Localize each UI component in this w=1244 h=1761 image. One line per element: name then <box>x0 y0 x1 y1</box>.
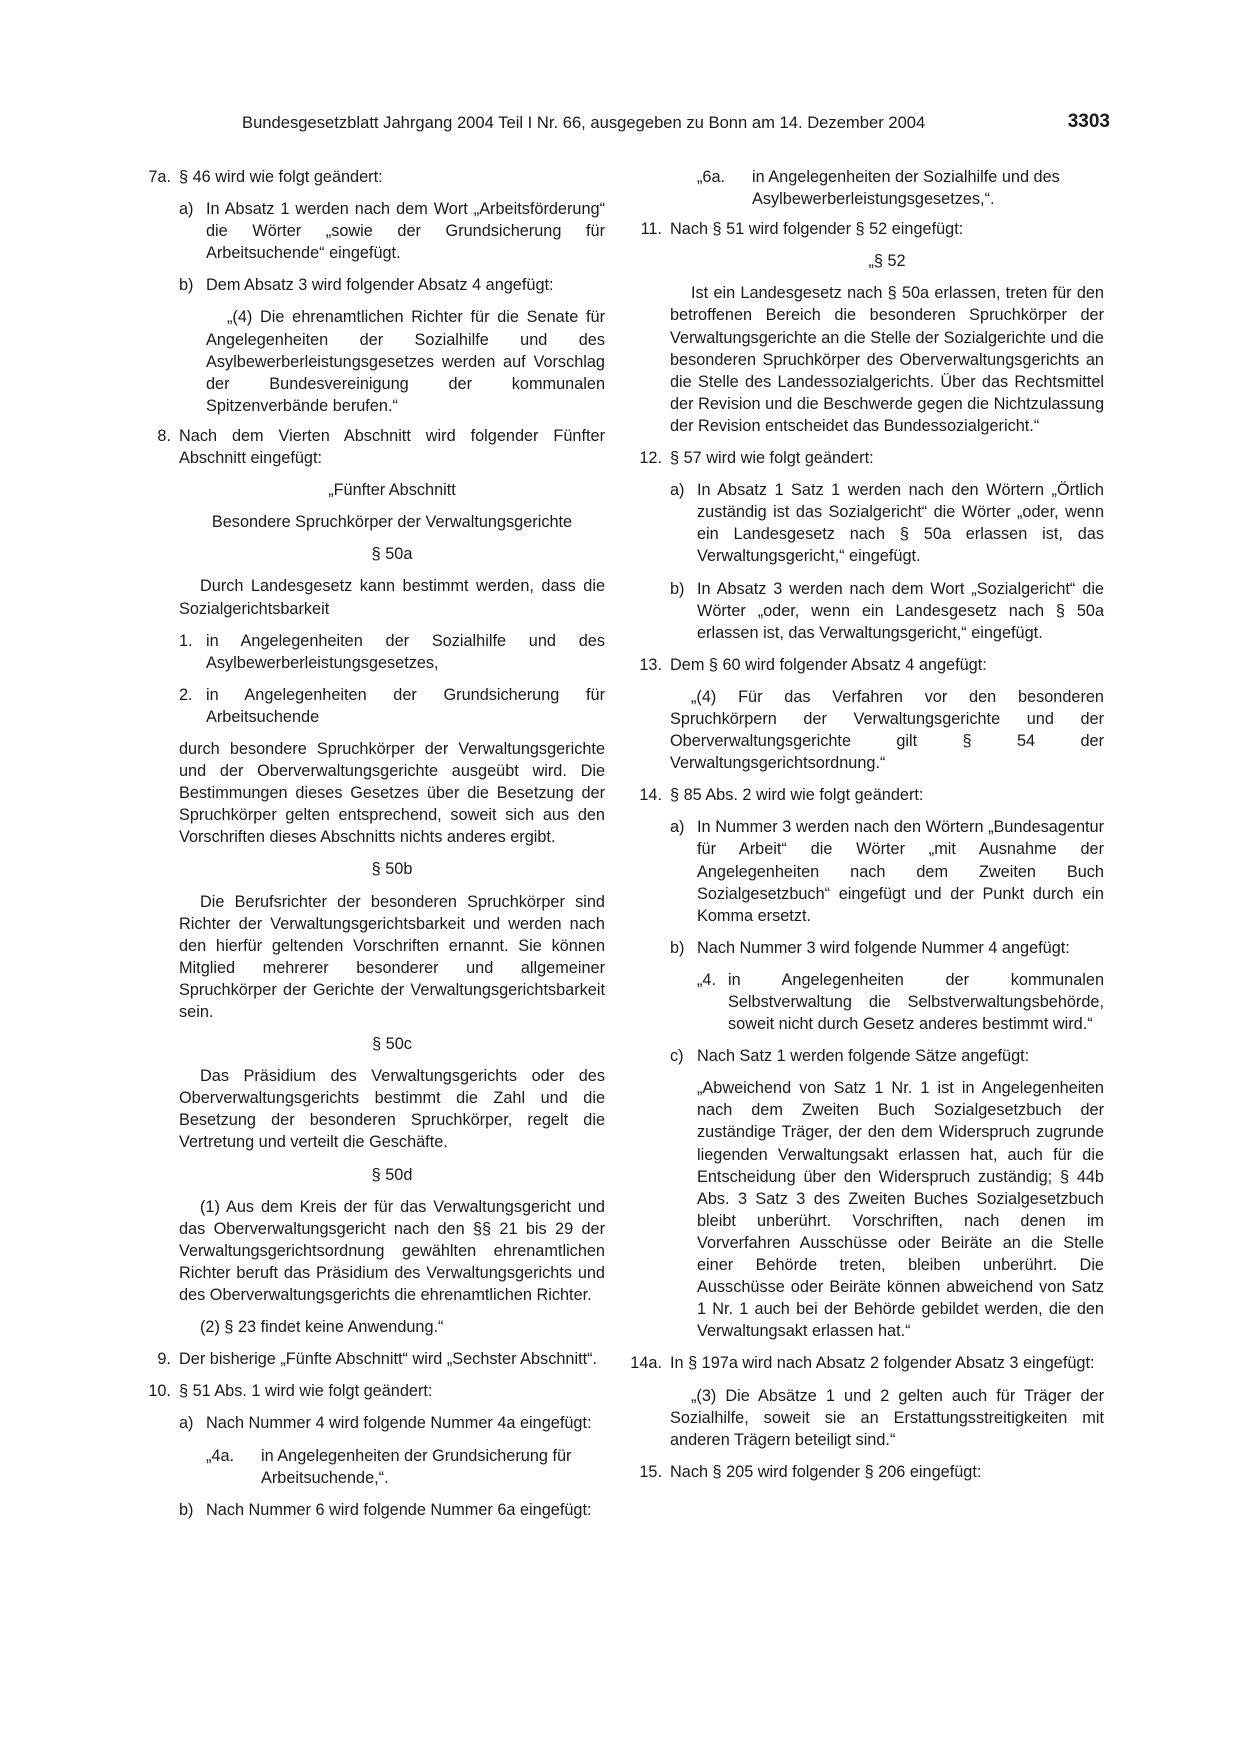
subitem-7a-a <box>137 198 605 264</box>
quote-paragraph: „Abweichend von Satz 1 Nr. 1 ist in Angelegenheiten nach dem Zweiten Buch Sozialgesetzbuch der zuständige Träger, der den dem Widerspruch zugrunde liegenden Verwaltungsakt erlassen hat, auch für die Entscheidung über den Widerspruch zuständig; § 44b Abs. 3 Satz 3 des Zweiten Buches Sozialgesetzbuch bleibt unberührt. Vorschriften, nach denen im Vorverfahren Ausschüsse oder Beiräte an die Stelle einer Behörde treten, bleiben unberührt. Die Ausschüsse oder Beiräte können abweichend von Satz 1 Nr. 1 auch bei der Behörde gebildet werden, die den Verwaltungsakt erlassen hat.“ <box>697 1079 1104 1341</box>
subitem-7a-b <box>137 274 605 296</box>
paragraph-text: Ist ein Landesgesetz nach § 50a erlassen, treten für den betroffenen Bereich die besonderen Spruchkörper der Verwaltungsgerichte an die Stelle der Sozialgerichte und die besonderen Spruchkörper des Oberverwaltungsgerichts an die Stelle des Landessozialgerichts. Über das Rechtsmittel der Revision und die Beschwerde gegen die Nichtzulassung der Revision entscheidet das Bundessozialgericht.“ <box>670 284 1104 435</box>
list-item-text: in Angelegenheiten der Sozialhilfe und des Asylbewerberleistungsgesetzes, <box>206 631 605 672</box>
item-number: 9. <box>157 1350 171 1369</box>
item-number: 15. <box>639 1462 662 1481</box>
item-8 <box>137 425 605 469</box>
list-item-text: in Angelegenheiten der Sozialhilfe und des Asylbewerberleistungsgesetzes,“. <box>752 168 1060 209</box>
paragraph-text: Durch Landesgesetz kann bestimmt werden, dass die Sozialgerichtsbarkeit <box>179 577 605 618</box>
subitem-label: a) <box>179 200 194 219</box>
header-title: Bundesgesetzblatt Jahrgang 2004 Teil I Nr. 66, ausgegeben zu Bonn am 14. Dezember 2004 <box>242 113 926 132</box>
quoted-list-item <box>628 969 1104 1035</box>
list-item-label: 1. <box>179 631 193 650</box>
subitem-label: a) <box>670 818 685 837</box>
paragraph-text: durch besondere Spruchkörper der Verwaltungsgerichte und der Oberverwaltungsgerichte ausgeübt wird. Die Bestimmungen dieses Gesetzes über die Besetzung der Spruchkörper gelten entsprechend, soweit sich aus den Vorschriften dieses Abschnitts nichts anderes ergibt. <box>179 739 605 847</box>
page-number: 3303 <box>1067 111 1110 132</box>
paragraph-heading: § 50a <box>371 545 413 564</box>
subitem-label: b) <box>179 276 194 295</box>
item-text: Der bisherige „Fünfte Abschnitt“ wird „Sechster Abschnitt“. <box>179 1350 598 1369</box>
item-number: 14. <box>639 786 662 805</box>
paragraph-text: (2) § 23 findet keine Anwendung.“ <box>200 1318 444 1337</box>
item-text: § 85 Abs. 2 wird wie folgt geändert: <box>670 786 924 805</box>
subitem-text: Nach Satz 1 werden folgende Sätze angefügt: <box>697 1047 1030 1066</box>
item-number: 10. <box>148 1382 171 1401</box>
quote-paragraph: „(3) Die Absätze 1 und 2 gelten auch für Träger der Sozialhilfe, soweit sie an Erstattungsstreitigkeiten mit anderen Trägern beteiligt sind.“ <box>670 1386 1104 1449</box>
paragraph-heading: § 50c <box>372 1035 412 1054</box>
item-14a <box>628 1352 1104 1374</box>
subitem-text: In Absatz 1 Satz 1 werden nach den Wörtern „Örtlich zuständig ist das Sozialgericht“ die Wörter „oder, wenn ein Landesgesetz nach § 50a erlassen ist, das Verwaltungsgericht,“ eingefügt. <box>697 481 1104 566</box>
subitem-text: Nach Nummer 6 wird folgende Nummer 6a eingefügt: <box>206 1500 592 1519</box>
item-number: 8. <box>157 426 171 445</box>
item-12 <box>628 447 1104 469</box>
item-14 <box>628 784 1104 806</box>
item-number: 7a. <box>148 168 171 186</box>
quote-paragraph: „(4) Für das Verfahren vor den besonderen Spruchkörpern der Verwaltungsgerichte und der Oberverwaltungsgerichte gilt § 54 der Verwaltungsgerichtsordnung.“ <box>670 687 1104 773</box>
page-header <box>130 112 1110 138</box>
paragraph-text: Die Berufsrichter der besonderen Spruchkörper sind Richter der Verwaltungsgerichtsbarkeit und werden nach den hierfür geltenden Vorschriften ernannt. Sie können Mitglied mehrerer besonderer und allgemeiner Spruchkörper der Gerichte der Verwaltungsgerichtsbarkeit sein. <box>179 892 605 1021</box>
subitem-10-b <box>137 1499 605 1521</box>
item-text: Nach § 205 wird folgender § 206 eingefügt: <box>670 1462 982 1481</box>
quote-paragraph: „(4) Die ehrenamtlichen Richter für die Senate für Angelegenheiten der Sozialhilfe und des Asylbewerberleistungsgesetzes werden auf Vorschlag der Bundesvereinigung der kommunalen Spitzenverbände berufen.“ <box>206 308 605 415</box>
item-7a <box>137 166 605 188</box>
list-item-text: in Angelegenheiten der Grundsicherung für Arbeitsuchende,“. <box>261 1446 572 1487</box>
item-text: In § 197a wird nach Absatz 2 folgender Absatz 3 eingefügt: <box>670 1354 1095 1373</box>
item-text: Nach dem Vierten Abschnitt wird folgender Fünfter Abschnitt eingefügt: <box>179 426 605 468</box>
item-number: 11. <box>640 220 662 239</box>
item-9 <box>137 1348 605 1370</box>
list-item-label: „4a. <box>206 1446 235 1465</box>
subitem-text: Dem Absatz 3 wird folgender Absatz 4 angefügt: <box>206 276 554 295</box>
subitem-12-a <box>628 479 1104 567</box>
subitem-label: c) <box>670 1047 684 1066</box>
subitem-text: Nach Nummer 3 wird folgende Nummer 4 angefügt: <box>697 938 1070 957</box>
section-subtitle: Besondere Spruchkörper der Verwaltungsgerichte <box>211 513 573 532</box>
item-10 <box>137 1380 605 1402</box>
subitem-12-b <box>628 578 1104 644</box>
item-text: § 46 wird wie folgt geändert: <box>179 168 383 186</box>
list-item-label: „4. <box>697 970 717 989</box>
item-text: Dem § 60 wird folgender Absatz 4 angefügt: <box>670 655 987 674</box>
item-number: 13. <box>639 655 662 674</box>
paragraph-heading: § 50b <box>371 860 413 879</box>
right-column <box>628 166 1104 1483</box>
list-item <box>137 630 605 674</box>
subitem-10-a <box>137 1412 605 1434</box>
section-title: „Fünfter Abschnitt <box>328 481 456 500</box>
paragraph-text: (1) Aus dem Kreis der für das Verwaltungsgericht und das Oberverwaltungsgericht nach den §§ 21 bis 29 der Verwaltungsgerichtsordnung gewählten ehrenamtlichen Richter beruft das Präsidium des Verwaltungsgerichts und des Oberverwaltungsgerichts die ehrenamtlichen Richter. <box>179 1197 605 1305</box>
subitem-14-a <box>628 816 1104 926</box>
left-column <box>137 166 605 1521</box>
list-item-text: in Angelegenheiten der Grundsicherung für Arbeitsuchende <box>206 685 605 726</box>
list-item-label: „6a. <box>697 168 726 186</box>
subitem-text: In Absatz 1 werden nach dem Wort „Arbeitsförderung“ die Wörter „sowie der Grundsicherung für Arbeitsuchende“ eingefügt. <box>206 200 605 263</box>
subitem-label: b) <box>179 1500 194 1519</box>
subitem-14-c <box>628 1045 1104 1067</box>
item-text: § 51 Abs. 1 wird wie folgt geändert: <box>179 1382 433 1401</box>
item-number: 12. <box>639 449 662 468</box>
item-15 <box>628 1461 1104 1483</box>
item-11 <box>628 218 1104 240</box>
subitem-text: Nach Nummer 4 wird folgende Nummer 4a eingefügt: <box>206 1414 592 1433</box>
subitem-text: In Nummer 3 werden nach den Wörtern „Bundesagentur für Arbeit“ die Wörter „mit Ausnahme der Angelegenheiten nach dem Zweiten Buch Sozialgesetzbuch“ eingefügt und der Punkt durch ein Komma ersetzt. <box>697 818 1104 925</box>
list-item-label: 2. <box>179 685 193 704</box>
item-text: § 57 wird wie folgt geändert: <box>670 449 874 468</box>
subitem-label: b) <box>670 938 685 957</box>
list-item <box>137 684 605 728</box>
paragraph-heading: „§ 52 <box>868 252 906 271</box>
list-item-text: in Angelegenheiten der kommunalen Selbstverwaltung die Selbstverwaltungsbehörde, soweit nicht durch Gesetz anderes bestimmt wird.“ <box>728 970 1104 1034</box>
item-text: Nach § 51 wird folgender § 52 eingefügt: <box>670 220 964 239</box>
subitem-text: In Absatz 3 werden nach dem Wort „Sozialgericht“ die Wörter „oder, wenn ein Landesgesetz nach § 50a erlassen ist, das Verwaltungsgericht,“ eingefügt. <box>697 579 1104 642</box>
subitem-label: a) <box>179 1414 194 1433</box>
subitem-label: a) <box>670 481 685 500</box>
subitem-14-b <box>628 937 1104 959</box>
paragraph-heading: § 50d <box>371 1165 413 1184</box>
paragraph-text: Das Präsidium des Verwaltungsgerichts oder des Oberverwaltungsgerichts bestimmt die Zahl und die Besetzung der besonderen Spruchkörper, regelt die Vertretung und verteilt die Geschäfte. <box>179 1067 605 1152</box>
quoted-list-item <box>137 1445 605 1489</box>
item-number: 14a. <box>630 1354 662 1373</box>
item-13 <box>628 654 1104 676</box>
quoted-list-item <box>628 166 1104 210</box>
subitem-label: b) <box>670 579 685 598</box>
